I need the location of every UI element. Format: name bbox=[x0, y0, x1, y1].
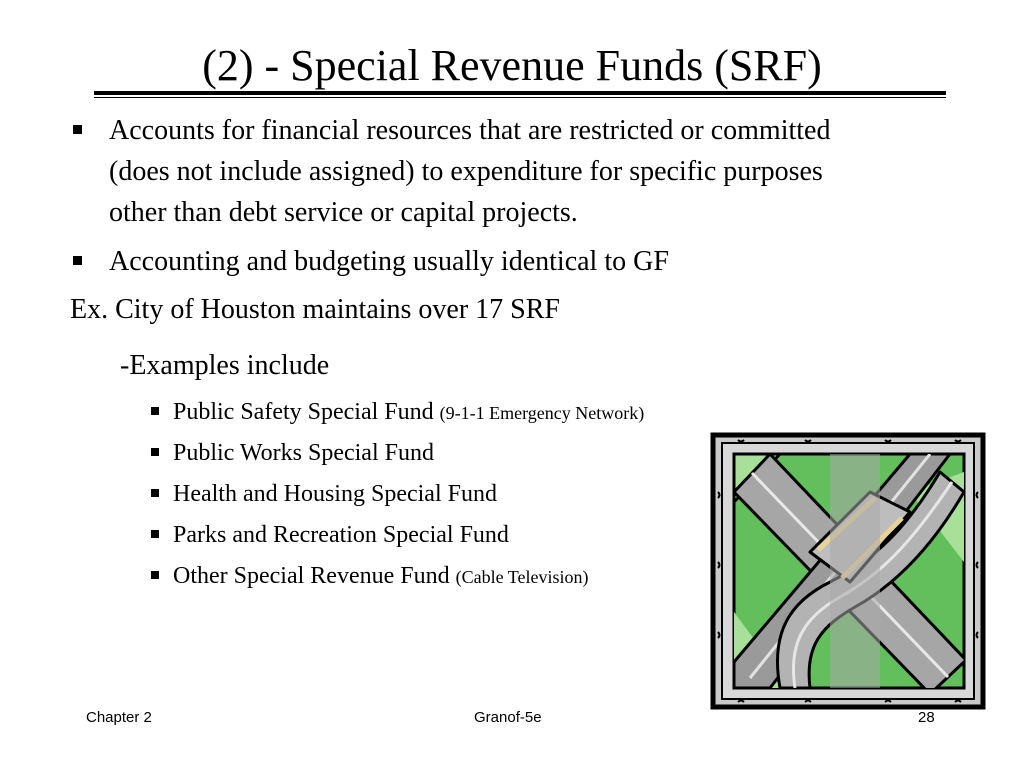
bullet-line: Accounts for financial resources that are restricted or committed bbox=[109, 115, 831, 146]
example-text: Health and Housing Special Fund bbox=[173, 481, 497, 507]
example-text: Parks and Recreation Special Fund bbox=[173, 522, 509, 548]
example-text: Public Works Special Fund bbox=[173, 440, 434, 466]
example-text: Public Safety Special Fund bbox=[173, 399, 434, 425]
title-underline-thin bbox=[94, 97, 946, 98]
bullet-marker bbox=[73, 125, 82, 134]
bullet-accounting-budgeting bbox=[109, 241, 999, 282]
footer-book: Granof-5e bbox=[474, 709, 542, 726]
houston-example-note: Ex. City of Houston maintains over 17 SRF bbox=[70, 294, 560, 325]
example-detail: (Cable Television) bbox=[455, 567, 589, 587]
bullet-line: Accounting and budgeting usually identical to GF bbox=[109, 246, 669, 277]
bullet-line: (does not include assigned) to expenditure for specific purposes bbox=[109, 156, 823, 187]
bullet-line: other than debt service or capital projects. bbox=[109, 197, 578, 228]
slide-title: (2) - Special Revenue Funds (SRF) bbox=[202, 41, 822, 90]
example-item-public-works bbox=[173, 437, 434, 469]
sub-bullet-marker bbox=[151, 530, 159, 538]
footer-chapter: Chapter 2 bbox=[86, 709, 152, 726]
example-item-health-housing bbox=[173, 478, 497, 510]
title-underline-thick bbox=[94, 91, 946, 95]
sub-bullet-marker bbox=[151, 448, 159, 456]
sub-bullet-marker bbox=[151, 407, 159, 415]
sub-bullet-marker bbox=[151, 571, 159, 579]
footer-page-number: 28 bbox=[918, 709, 935, 726]
example-item-other-special-revenue bbox=[173, 560, 588, 593]
bullet-marker bbox=[73, 256, 82, 265]
bullet-restricted-resources bbox=[109, 110, 999, 233]
highway-interchange-icon bbox=[710, 432, 986, 710]
example-text: Other Special Revenue Fund bbox=[173, 563, 450, 589]
example-item-parks-recreation bbox=[173, 519, 509, 551]
example-detail: (9-1-1 Emergency Network) bbox=[439, 403, 645, 423]
examples-heading: -Examples include bbox=[120, 350, 330, 381]
example-item-public-safety bbox=[173, 396, 644, 429]
sub-bullet-marker bbox=[151, 489, 159, 497]
